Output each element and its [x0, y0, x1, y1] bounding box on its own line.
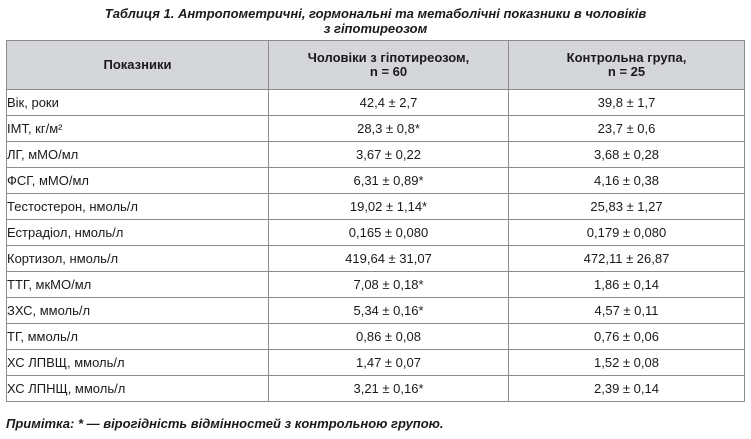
control-value: 39,8 ± 1,7 [509, 90, 745, 116]
hypothyroid-value: 5,34 ± 0,16* [269, 298, 509, 324]
header-indicator [7, 41, 269, 90]
table-row [7, 376, 745, 402]
control-value: 0,179 ± 0,080 [509, 220, 745, 246]
header-control-title: Контрольна група, [566, 50, 687, 65]
row-label: ХС ЛПВЩ, ммоль/л [7, 350, 269, 376]
header-hypothyroid-group [269, 41, 509, 90]
caption-line-1: Таблиця 1. Антропометричні, гормональні та метаболічні показники в чоловіків [104, 6, 647, 21]
hypothyroid-value: 28,3 ± 0,8* [269, 116, 509, 142]
control-value: 1,52 ± 0,08 [509, 350, 745, 376]
row-label: ТТГ, мкМО/мл [7, 272, 269, 298]
table-footnote [6, 416, 444, 431]
row-label: ТГ, ммоль/л [7, 324, 269, 350]
hypothyroid-value: 0,86 ± 0,08 [269, 324, 509, 350]
row-label: ЗХС, ммоль/л [7, 298, 269, 324]
table-row [7, 220, 745, 246]
control-value: 23,7 ± 0,6 [509, 116, 745, 142]
header-hypothyroid-n: n = 60 [369, 64, 408, 79]
control-value: 0,76 ± 0,06 [509, 324, 745, 350]
hypothyroid-value: 419,64 ± 31,07 [269, 246, 509, 272]
footnote-text: * — вірогідність відмінностей з контрольною групою. [74, 416, 444, 431]
row-label: Вік, роки [7, 90, 269, 116]
control-value: 25,83 ± 1,27 [509, 194, 745, 220]
table-row [7, 246, 745, 272]
table-row [7, 116, 745, 142]
header-control-group [509, 41, 745, 90]
header-hypothyroid-title: Чоловіки з гіпотиреозом, [307, 50, 470, 65]
control-value: 2,39 ± 0,14 [509, 376, 745, 402]
control-value: 4,16 ± 0,38 [509, 168, 745, 194]
table-header-row [7, 41, 745, 90]
control-value: 4,57 ± 0,11 [509, 298, 745, 324]
indicators-table [6, 40, 745, 402]
caption-line-2: з гіпотиреозом [323, 21, 428, 36]
row-label: Тестостерон, нмоль/л [7, 194, 269, 220]
table-row [7, 298, 745, 324]
hypothyroid-value: 7,08 ± 0,18* [269, 272, 509, 298]
hypothyroid-value: 0,165 ± 0,080 [269, 220, 509, 246]
header-indicator-label: Показники [103, 57, 172, 72]
hypothyroid-value: 1,47 ± 0,07 [269, 350, 509, 376]
table-row [7, 90, 745, 116]
table-row [7, 350, 745, 376]
control-value: 1,86 ± 0,14 [509, 272, 745, 298]
table-row [7, 142, 745, 168]
control-value: 3,68 ± 0,28 [509, 142, 745, 168]
row-label: ХС ЛПНЩ, ммоль/л [7, 376, 269, 402]
hypothyroid-value: 3,67 ± 0,22 [269, 142, 509, 168]
control-value: 472,11 ± 26,87 [509, 246, 745, 272]
hypothyroid-value: 19,02 ± 1,14* [269, 194, 509, 220]
table-row [7, 168, 745, 194]
row-label: ЛГ, мМО/мл [7, 142, 269, 168]
header-control-n: n = 25 [607, 64, 646, 79]
row-label: Естрадіол, нмоль/л [7, 220, 269, 246]
table-row [7, 194, 745, 220]
hypothyroid-value: 42,4 ± 2,7 [269, 90, 509, 116]
row-label: ІМТ, кг/м² [7, 116, 269, 142]
row-label: Кортизол, нмоль/л [7, 246, 269, 272]
footnote-label: Примітка: [6, 416, 75, 431]
table-row [7, 324, 745, 350]
table-caption [0, 6, 751, 36]
hypothyroid-value: 3,21 ± 0,16* [269, 376, 509, 402]
table-row [7, 272, 745, 298]
row-label: ФСГ, мМО/мл [7, 168, 269, 194]
hypothyroid-value: 6,31 ± 0,89* [269, 168, 509, 194]
